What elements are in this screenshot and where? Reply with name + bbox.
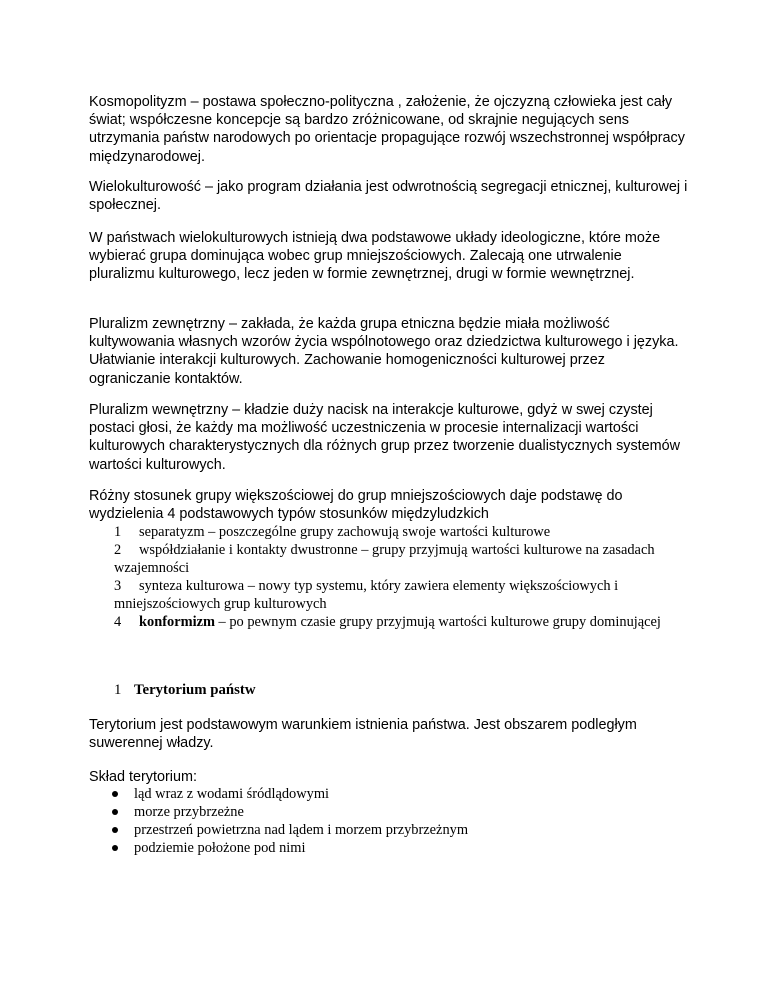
list-item-number: 4 [114, 614, 122, 630]
list-item-text: przestrzeń powietrzna nad lądem i morzem przybrzeżnym [134, 822, 469, 838]
list-item-number: 3 [114, 578, 122, 594]
list-item [112, 785, 632, 803]
paragraph-pluralizm-zewnetrzny: Pluralizm zewnętrzny – zakłada, że każda grupa etniczna będzie miała możliwość kultywowania własnych wzorów życia wspólnotowego oraz dziedzictwa kulturowego i języka. Ułatwianie interakcji kulturowych. Zachowanie homogeniczności kulturowej przez ograniczanie kontaktów. [89, 316, 679, 387]
list-item-text: – poszczególne grupy zachowują swoje wartości kulturowe [204, 524, 551, 540]
bullet-icon [112, 845, 118, 851]
paragraph-pluralizm-wewnetrzny: Pluralizm wewnętrzny – kładzie duży nacisk na interakcje kulturowe, gdyż w swej czystej postaci głosi, że każdy ma możliwość uczestniczenia w procesie internalizacji wartości kulturowych charakterystycznych dla różnych grup przez tworzenie dualistycznych systemów wartości kulturowych. [89, 402, 681, 473]
paragraph-panstwa-wielokulturowe: W państwach wielokulturowych istnieją dwa podstawowe układy ideologiczne, które może wybierać grupa dominująca wobec grup mniejszościowych. Zalecają one utrwalenie pluralizmu kulturowego, lecz jeden w formie zewnętrznej, drugi w formie wewnętrznej. [89, 230, 661, 283]
list-item [112, 803, 632, 821]
paragraph-stosunek-grup: Różny stosunek grupy większościowej do grup mniejszościowych daje podstawę do wydzielenia 4 podstawowych typów stosunków międzyludzkich [89, 488, 623, 523]
section-number: 1 [114, 682, 122, 698]
list-item-number: 1 [114, 524, 122, 540]
section-heading [114, 681, 614, 699]
section-title: Terytorium państw [134, 682, 256, 698]
list-item [89, 613, 689, 631]
list-item-text: – grupy przyjmują wartości kulturowe na zasadach wzajemności [114, 542, 655, 576]
list-item [112, 839, 632, 857]
list-item-text: morze przybrzeżne [134, 804, 244, 820]
list-item-text: podziemie położone pod nimi [134, 840, 306, 856]
paragraph-terytorium: Terytorium jest podstawowym warunkiem istnienia państwa. Jest obszarem podległym suwerennej władzy. [89, 717, 637, 752]
list-item-number: 2 [114, 542, 122, 558]
paragraph-wielokulturowosc: Wielokulturowość – jako program działania jest odwrotnością segregacji etnicznej, kulturowej i społecznej. [89, 179, 688, 214]
list-item-term: separatyzm [139, 524, 205, 540]
list-item-term: synteza kulturowa [139, 578, 245, 594]
relations-list [89, 523, 689, 631]
list-item-text: ląd wraz z wodami śródlądowymi [134, 786, 330, 802]
list-item-text: – nowy typ systemu, który zawiera elementy większościowych i mniejszościowych grup kulturowych [114, 578, 619, 612]
paragraph-kosmopolityzm: Kosmopolityzm – postawa społeczno-polityczna , założenie, że ojczyzną człowieka jest cały świat; współczesne koncepcje są bardzo zróżnicowane, od skrajnie negujących sens utrzymania państw narodowych po orientacje propagujące rozwój wszechstronnej współpracy międzynarodowej. [89, 94, 685, 165]
list-item [89, 523, 689, 541]
list-item [89, 577, 689, 613]
bullet-icon [112, 809, 118, 815]
list-item [89, 541, 689, 577]
sklad-terytorium-label: Skład terytorium: [89, 769, 197, 785]
list-item-term: konformizm [139, 614, 215, 630]
sklad-terytorium-list [112, 785, 632, 857]
bullet-icon [112, 791, 118, 797]
list-item [112, 821, 632, 839]
list-item-term: współdziałanie i kontakty dwustronne [139, 542, 358, 558]
list-item-text: – po pewnym czasie grupy przyjmują wartości kulturowe grupy dominującej [214, 614, 661, 630]
bullet-icon [112, 827, 118, 833]
